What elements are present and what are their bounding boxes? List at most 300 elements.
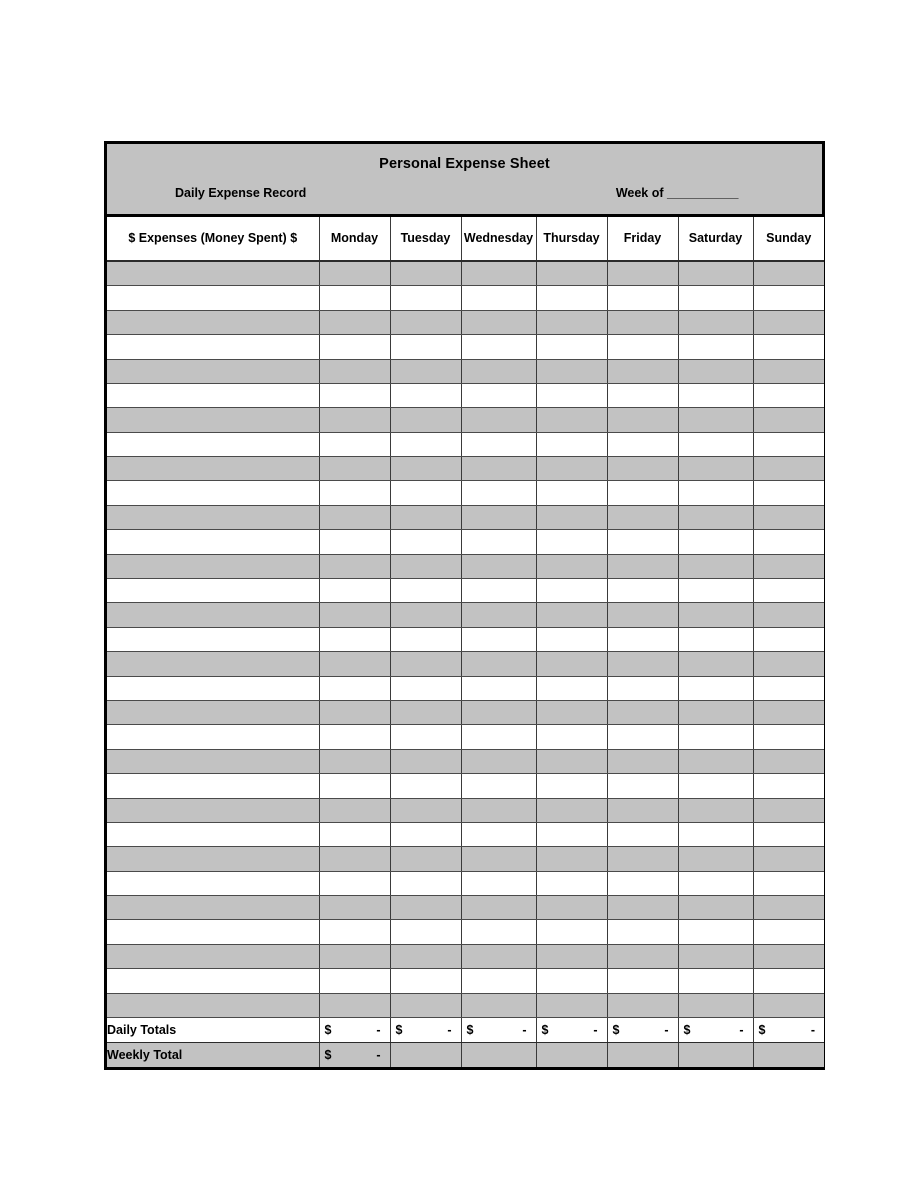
expense-amount-cell[interactable] bbox=[678, 481, 753, 505]
expense-amount-cell[interactable] bbox=[678, 579, 753, 603]
expense-amount-cell[interactable] bbox=[536, 969, 607, 993]
expense-amount-cell[interactable] bbox=[536, 993, 607, 1017]
expense-amount-cell[interactable] bbox=[753, 847, 824, 871]
weekly-total-filler-wednesday bbox=[461, 1043, 536, 1068]
expense-amount-cell[interactable] bbox=[536, 627, 607, 651]
column-header-wednesday: Wednesday bbox=[461, 217, 536, 261]
expense-amount-cell[interactable] bbox=[461, 457, 536, 481]
page-title: Personal Expense Sheet bbox=[379, 156, 550, 172]
weekly-total-filler-friday bbox=[607, 1043, 678, 1068]
expense-amount-cell[interactable] bbox=[607, 700, 678, 724]
expense-description-cell[interactable] bbox=[107, 603, 319, 627]
expense-amount-cell[interactable] bbox=[753, 286, 824, 310]
expense-description-cell[interactable] bbox=[107, 822, 319, 846]
expense-amount-cell[interactable] bbox=[536, 505, 607, 529]
expense-amount-cell[interactable] bbox=[390, 408, 461, 432]
expense-amount-cell[interactable] bbox=[607, 554, 678, 578]
expense-amount-cell[interactable] bbox=[607, 652, 678, 676]
expense-description-cell[interactable] bbox=[107, 335, 319, 359]
column-header-saturday: Saturday bbox=[678, 217, 753, 261]
expense-description-cell[interactable] bbox=[107, 505, 319, 529]
expense-amount-cell[interactable] bbox=[461, 920, 536, 944]
expense-description-cell[interactable] bbox=[107, 944, 319, 968]
column-header-thursday: Thursday bbox=[536, 217, 607, 261]
expense-amount-cell[interactable] bbox=[461, 383, 536, 407]
expense-amount-cell[interactable] bbox=[319, 335, 390, 359]
expense-amount-cell[interactable] bbox=[607, 993, 678, 1017]
weekly-total-row bbox=[107, 1043, 824, 1068]
table-row bbox=[107, 335, 824, 359]
expense-amount-cell[interactable] bbox=[390, 554, 461, 578]
expense-amount-cell[interactable] bbox=[461, 774, 536, 798]
expense-amount-cell[interactable] bbox=[536, 944, 607, 968]
expense-amount-cell[interactable] bbox=[678, 896, 753, 920]
expense-amount-cell[interactable] bbox=[607, 603, 678, 627]
expense-description-cell[interactable] bbox=[107, 676, 319, 700]
expense-amount-cell[interactable] bbox=[607, 944, 678, 968]
expense-amount-cell[interactable] bbox=[753, 457, 824, 481]
expense-amount-cell[interactable] bbox=[390, 822, 461, 846]
expense-amount-cell[interactable] bbox=[536, 700, 607, 724]
expense-amount-cell[interactable] bbox=[390, 457, 461, 481]
expense-amount-cell[interactable] bbox=[390, 359, 461, 383]
expense-amount-cell[interactable] bbox=[753, 700, 824, 724]
expense-amount-cell[interactable] bbox=[319, 652, 390, 676]
expense-description-cell[interactable] bbox=[107, 408, 319, 432]
expense-amount-cell[interactable] bbox=[536, 286, 607, 310]
table-row bbox=[107, 530, 824, 554]
expense-amount-cell[interactable] bbox=[753, 408, 824, 432]
column-header-friday: Friday bbox=[607, 217, 678, 261]
table-row bbox=[107, 871, 824, 895]
expense-amount-cell[interactable] bbox=[607, 383, 678, 407]
expense-amount-cell[interactable] bbox=[753, 944, 824, 968]
expense-amount-cell[interactable] bbox=[536, 871, 607, 895]
expense-amount-cell[interactable] bbox=[319, 603, 390, 627]
expense-amount-cell[interactable] bbox=[461, 676, 536, 700]
expense-amount-cell[interactable] bbox=[607, 286, 678, 310]
expense-amount-cell[interactable] bbox=[461, 725, 536, 749]
currency-symbol: $ bbox=[324, 1048, 332, 1063]
column-header-monday: Monday bbox=[319, 217, 390, 261]
expense-amount-cell[interactable] bbox=[461, 652, 536, 676]
expense-amount-cell[interactable] bbox=[678, 676, 753, 700]
expense-description-cell[interactable] bbox=[107, 847, 319, 871]
expense-amount-cell[interactable] bbox=[753, 676, 824, 700]
expense-amount-cell[interactable] bbox=[319, 627, 390, 651]
expense-amount-cell[interactable] bbox=[390, 530, 461, 554]
currency-symbol: $ bbox=[324, 1023, 332, 1038]
expense-amount-cell[interactable] bbox=[753, 383, 824, 407]
expense-amount-cell[interactable] bbox=[390, 627, 461, 651]
expense-amount-cell[interactable] bbox=[461, 286, 536, 310]
expense-amount-cell[interactable] bbox=[753, 554, 824, 578]
expense-amount-cell[interactable] bbox=[319, 261, 390, 286]
expense-amount-cell[interactable] bbox=[390, 579, 461, 603]
expense-amount-cell[interactable] bbox=[461, 579, 536, 603]
amount-value: - bbox=[447, 1023, 452, 1038]
daily-total-wednesday[interactable] bbox=[461, 1018, 536, 1043]
expense-amount-cell[interactable] bbox=[753, 505, 824, 529]
expense-amount-cell[interactable] bbox=[607, 871, 678, 895]
expense-amount-cell[interactable] bbox=[319, 944, 390, 968]
expense-amount-cell[interactable] bbox=[678, 993, 753, 1017]
expense-amount-cell[interactable] bbox=[319, 774, 390, 798]
expense-amount-cell[interactable] bbox=[319, 554, 390, 578]
expense-amount-cell[interactable] bbox=[390, 286, 461, 310]
expense-amount-cell[interactable] bbox=[536, 920, 607, 944]
expense-amount-cell[interactable] bbox=[753, 871, 824, 895]
expense-amount-cell[interactable] bbox=[319, 676, 390, 700]
expense-amount-cell[interactable] bbox=[678, 335, 753, 359]
expense-amount-cell[interactable] bbox=[461, 554, 536, 578]
expense-amount-cell[interactable] bbox=[607, 335, 678, 359]
expense-amount-cell[interactable] bbox=[390, 969, 461, 993]
expense-description-cell[interactable] bbox=[107, 359, 319, 383]
currency-symbol: $ bbox=[612, 1023, 620, 1038]
expense-amount-cell[interactable] bbox=[390, 383, 461, 407]
expense-amount-cell[interactable] bbox=[753, 481, 824, 505]
expense-amount-cell[interactable] bbox=[461, 359, 536, 383]
expense-amount-cell[interactable] bbox=[319, 847, 390, 871]
table-row bbox=[107, 554, 824, 578]
expense-amount-cell[interactable] bbox=[753, 896, 824, 920]
table-row bbox=[107, 383, 824, 407]
expense-amount-cell[interactable] bbox=[607, 774, 678, 798]
expense-amount-cell[interactable] bbox=[319, 798, 390, 822]
expense-amount-cell[interactable] bbox=[678, 603, 753, 627]
expense-amount-cell[interactable] bbox=[607, 432, 678, 456]
expense-amount-cell[interactable] bbox=[390, 676, 461, 700]
expense-amount-cell[interactable] bbox=[390, 310, 461, 334]
expense-rows-body bbox=[107, 261, 824, 1018]
expense-amount-cell[interactable] bbox=[678, 554, 753, 578]
expense-amount-cell[interactable] bbox=[536, 652, 607, 676]
expense-amount-cell[interactable] bbox=[753, 359, 824, 383]
expense-amount-cell[interactable] bbox=[390, 871, 461, 895]
expense-amount-cell[interactable] bbox=[390, 432, 461, 456]
expense-amount-cell[interactable] bbox=[461, 261, 536, 286]
expense-amount-cell[interactable] bbox=[461, 871, 536, 895]
expense-amount-cell[interactable] bbox=[319, 700, 390, 724]
expense-amount-cell[interactable] bbox=[461, 603, 536, 627]
expense-amount-cell[interactable] bbox=[390, 749, 461, 773]
expense-amount-cell[interactable] bbox=[319, 408, 390, 432]
amount-value: - bbox=[664, 1023, 669, 1038]
expense-amount-cell[interactable] bbox=[678, 749, 753, 773]
expense-amount-cell[interactable] bbox=[607, 847, 678, 871]
weekly-total-filler-saturday bbox=[678, 1043, 753, 1068]
expense-amount-cell[interactable] bbox=[461, 749, 536, 773]
expense-amount-cell[interactable] bbox=[319, 505, 390, 529]
amount-value: - bbox=[522, 1023, 527, 1038]
expense-amount-cell[interactable] bbox=[461, 944, 536, 968]
expense-amount-cell[interactable] bbox=[753, 310, 824, 334]
amount-value: - bbox=[376, 1023, 381, 1038]
expense-amount-cell[interactable] bbox=[319, 725, 390, 749]
expense-amount-cell[interactable] bbox=[390, 481, 461, 505]
expense-amount-cell[interactable] bbox=[461, 432, 536, 456]
expense-amount-cell[interactable] bbox=[607, 457, 678, 481]
expense-amount-cell[interactable] bbox=[678, 627, 753, 651]
expense-amount-cell[interactable] bbox=[678, 700, 753, 724]
expense-amount-cell[interactable] bbox=[536, 261, 607, 286]
expense-amount-cell[interactable] bbox=[390, 896, 461, 920]
expense-amount-cell[interactable] bbox=[536, 481, 607, 505]
expense-amount-cell[interactable] bbox=[753, 579, 824, 603]
expense-amount-cell[interactable] bbox=[678, 286, 753, 310]
expense-amount-cell[interactable] bbox=[753, 798, 824, 822]
expense-amount-cell[interactable] bbox=[678, 530, 753, 554]
expense-amount-cell[interactable] bbox=[607, 920, 678, 944]
expense-amount-cell[interactable] bbox=[536, 310, 607, 334]
expense-amount-cell[interactable] bbox=[319, 969, 390, 993]
expense-amount-cell[interactable] bbox=[536, 725, 607, 749]
expense-amount-cell[interactable] bbox=[607, 261, 678, 286]
expense-amount-cell[interactable] bbox=[536, 530, 607, 554]
week-of-field[interactable] bbox=[616, 186, 822, 200]
expense-amount-cell[interactable] bbox=[678, 871, 753, 895]
expense-amount-cell[interactable] bbox=[319, 993, 390, 1017]
expense-amount-cell[interactable] bbox=[461, 627, 536, 651]
table-row bbox=[107, 359, 824, 383]
expense-amount-cell[interactable] bbox=[607, 359, 678, 383]
expense-amount-cell[interactable] bbox=[607, 725, 678, 749]
expense-amount-cell[interactable] bbox=[753, 261, 824, 286]
expense-amount-cell[interactable] bbox=[390, 335, 461, 359]
expense-amount-cell[interactable] bbox=[461, 798, 536, 822]
expense-amount-cell[interactable] bbox=[319, 530, 390, 554]
expense-amount-cell[interactable] bbox=[319, 359, 390, 383]
expense-amount-cell[interactable] bbox=[753, 822, 824, 846]
expense-description-cell[interactable] bbox=[107, 896, 319, 920]
expense-amount-cell[interactable] bbox=[678, 847, 753, 871]
expense-amount-cell[interactable] bbox=[678, 505, 753, 529]
week-of-input-blank[interactable]: ___________ bbox=[667, 185, 738, 200]
expense-amount-cell[interactable] bbox=[390, 725, 461, 749]
expense-amount-cell[interactable] bbox=[536, 383, 607, 407]
expense-amount-cell[interactable] bbox=[536, 774, 607, 798]
totals-footer bbox=[107, 1018, 824, 1068]
expense-description-cell[interactable] bbox=[107, 261, 319, 286]
expense-amount-cell[interactable] bbox=[461, 969, 536, 993]
expense-amount-cell[interactable] bbox=[319, 432, 390, 456]
expense-amount-cell[interactable] bbox=[607, 627, 678, 651]
expense-description-cell[interactable] bbox=[107, 432, 319, 456]
expense-amount-cell[interactable] bbox=[390, 993, 461, 1017]
expense-amount-cell[interactable] bbox=[319, 579, 390, 603]
expense-amount-cell[interactable] bbox=[607, 579, 678, 603]
expense-amount-cell[interactable] bbox=[461, 993, 536, 1017]
expense-amount-cell[interactable] bbox=[536, 335, 607, 359]
expense-amount-cell[interactable] bbox=[461, 408, 536, 432]
expense-amount-cell[interactable] bbox=[319, 822, 390, 846]
expense-table bbox=[107, 217, 824, 1067]
expense-amount-cell[interactable] bbox=[678, 383, 753, 407]
table-row bbox=[107, 676, 824, 700]
expense-amount-cell[interactable] bbox=[461, 700, 536, 724]
expense-amount-cell[interactable] bbox=[678, 652, 753, 676]
weekly-total-amount[interactable] bbox=[319, 1043, 390, 1068]
expense-amount-cell[interactable] bbox=[678, 359, 753, 383]
expense-amount-cell[interactable] bbox=[536, 676, 607, 700]
expense-description-cell[interactable] bbox=[107, 627, 319, 651]
table-row bbox=[107, 774, 824, 798]
expense-amount-cell[interactable] bbox=[678, 261, 753, 286]
expense-amount-cell[interactable] bbox=[390, 920, 461, 944]
expense-amount-cell[interactable] bbox=[390, 652, 461, 676]
expense-amount-cell[interactable] bbox=[319, 383, 390, 407]
expense-amount-cell[interactable] bbox=[536, 603, 607, 627]
expense-amount-cell[interactable] bbox=[461, 822, 536, 846]
expense-amount-cell[interactable] bbox=[390, 700, 461, 724]
table-row bbox=[107, 579, 824, 603]
expense-description-cell[interactable] bbox=[107, 798, 319, 822]
expense-amount-cell[interactable] bbox=[536, 798, 607, 822]
expense-amount-cell[interactable] bbox=[753, 774, 824, 798]
expense-amount-cell[interactable] bbox=[607, 408, 678, 432]
daily-total-thursday[interactable] bbox=[536, 1018, 607, 1043]
expense-amount-cell[interactable] bbox=[536, 457, 607, 481]
expense-amount-cell[interactable] bbox=[607, 896, 678, 920]
expense-amount-cell[interactable] bbox=[753, 335, 824, 359]
expense-amount-cell[interactable] bbox=[753, 432, 824, 456]
expense-amount-cell[interactable] bbox=[536, 822, 607, 846]
expense-amount-cell[interactable] bbox=[390, 261, 461, 286]
column-header-tuesday: Tuesday bbox=[390, 217, 461, 261]
expense-amount-cell[interactable] bbox=[461, 505, 536, 529]
expense-description-cell[interactable] bbox=[107, 700, 319, 724]
expense-amount-cell[interactable] bbox=[678, 432, 753, 456]
expense-amount-cell[interactable] bbox=[753, 530, 824, 554]
expense-amount-cell[interactable] bbox=[607, 505, 678, 529]
expense-amount-cell[interactable] bbox=[319, 457, 390, 481]
expense-amount-cell[interactable] bbox=[607, 822, 678, 846]
expense-amount-cell[interactable] bbox=[536, 847, 607, 871]
expense-amount-cell[interactable] bbox=[461, 530, 536, 554]
currency-symbol: $ bbox=[683, 1023, 691, 1038]
expense-description-cell[interactable] bbox=[107, 530, 319, 554]
table-row bbox=[107, 432, 824, 456]
table-row bbox=[107, 920, 824, 944]
daily-total-tuesday[interactable] bbox=[390, 1018, 461, 1043]
expense-amount-cell[interactable] bbox=[461, 310, 536, 334]
expense-amount-cell[interactable] bbox=[390, 798, 461, 822]
expense-description-cell[interactable] bbox=[107, 579, 319, 603]
expense-amount-cell[interactable] bbox=[607, 969, 678, 993]
expense-amount-cell[interactable] bbox=[607, 310, 678, 334]
expense-description-cell[interactable] bbox=[107, 725, 319, 749]
expense-amount-cell[interactable] bbox=[319, 896, 390, 920]
expense-description-cell[interactable] bbox=[107, 457, 319, 481]
expense-amount-cell[interactable] bbox=[607, 481, 678, 505]
expense-amount-cell[interactable] bbox=[678, 798, 753, 822]
expense-amount-cell[interactable] bbox=[678, 310, 753, 334]
table-row bbox=[107, 700, 824, 724]
expense-amount-cell[interactable] bbox=[753, 652, 824, 676]
expense-amount-cell[interactable] bbox=[753, 920, 824, 944]
expense-amount-cell[interactable] bbox=[319, 286, 390, 310]
daily-total-sunday[interactable] bbox=[753, 1018, 824, 1043]
expense-amount-cell[interactable] bbox=[753, 603, 824, 627]
expense-amount-cell[interactable] bbox=[536, 896, 607, 920]
expense-amount-cell[interactable] bbox=[678, 969, 753, 993]
expense-description-cell[interactable] bbox=[107, 383, 319, 407]
daily-total-friday[interactable] bbox=[607, 1018, 678, 1043]
amount-value: - bbox=[593, 1023, 598, 1038]
expense-amount-cell[interactable] bbox=[607, 676, 678, 700]
daily-totals-label: Daily Totals bbox=[107, 1018, 319, 1043]
table-row bbox=[107, 457, 824, 481]
expense-amount-cell[interactable] bbox=[319, 481, 390, 505]
expense-description-cell[interactable] bbox=[107, 481, 319, 505]
expense-amount-cell[interactable] bbox=[753, 969, 824, 993]
expense-description-cell[interactable] bbox=[107, 554, 319, 578]
expense-description-cell[interactable] bbox=[107, 310, 319, 334]
expense-amount-cell[interactable] bbox=[319, 871, 390, 895]
expense-amount-cell[interactable] bbox=[536, 359, 607, 383]
expense-amount-cell[interactable] bbox=[461, 481, 536, 505]
expense-description-cell[interactable] bbox=[107, 286, 319, 310]
table-row bbox=[107, 798, 824, 822]
expense-amount-cell[interactable] bbox=[390, 774, 461, 798]
expense-amount-cell[interactable] bbox=[753, 725, 824, 749]
expense-amount-cell[interactable] bbox=[319, 749, 390, 773]
expense-amount-cell[interactable] bbox=[536, 749, 607, 773]
weekly-total-filler-sunday bbox=[753, 1043, 824, 1068]
expense-description-cell[interactable] bbox=[107, 920, 319, 944]
expense-amount-cell[interactable] bbox=[390, 505, 461, 529]
expense-amount-cell[interactable] bbox=[319, 920, 390, 944]
expense-amount-cell[interactable] bbox=[536, 554, 607, 578]
expense-amount-cell[interactable] bbox=[753, 749, 824, 773]
expense-amount-cell[interactable] bbox=[536, 432, 607, 456]
table-row bbox=[107, 725, 824, 749]
expense-amount-cell[interactable] bbox=[753, 627, 824, 651]
expense-description-cell[interactable] bbox=[107, 871, 319, 895]
expense-description-cell[interactable] bbox=[107, 652, 319, 676]
sheet-header-band bbox=[107, 144, 822, 217]
expense-description-cell[interactable] bbox=[107, 969, 319, 993]
expense-amount-cell[interactable] bbox=[678, 457, 753, 481]
expense-amount-cell[interactable] bbox=[319, 310, 390, 334]
expense-amount-cell[interactable] bbox=[461, 896, 536, 920]
expense-amount-cell[interactable] bbox=[607, 798, 678, 822]
currency-symbol: $ bbox=[758, 1023, 766, 1038]
expense-amount-cell[interactable] bbox=[753, 993, 824, 1017]
expense-amount-cell[interactable] bbox=[390, 944, 461, 968]
expense-amount-cell[interactable] bbox=[678, 725, 753, 749]
expense-amount-cell[interactable] bbox=[390, 603, 461, 627]
expense-amount-cell[interactable] bbox=[678, 920, 753, 944]
expense-amount-cell[interactable] bbox=[678, 774, 753, 798]
expense-amount-cell[interactable] bbox=[678, 822, 753, 846]
expense-amount-cell[interactable] bbox=[536, 408, 607, 432]
expense-amount-cell[interactable] bbox=[607, 749, 678, 773]
daily-total-saturday[interactable] bbox=[678, 1018, 753, 1043]
expense-amount-cell[interactable] bbox=[536, 579, 607, 603]
expense-description-cell[interactable] bbox=[107, 749, 319, 773]
expense-amount-cell[interactable] bbox=[461, 335, 536, 359]
expense-amount-cell[interactable] bbox=[678, 944, 753, 968]
expense-amount-cell[interactable] bbox=[678, 408, 753, 432]
expense-description-cell[interactable] bbox=[107, 774, 319, 798]
expense-amount-cell[interactable] bbox=[390, 847, 461, 871]
expense-description-cell[interactable] bbox=[107, 993, 319, 1017]
daily-total-monday[interactable] bbox=[319, 1018, 390, 1043]
expense-amount-cell[interactable] bbox=[461, 847, 536, 871]
expense-amount-cell[interactable] bbox=[607, 530, 678, 554]
